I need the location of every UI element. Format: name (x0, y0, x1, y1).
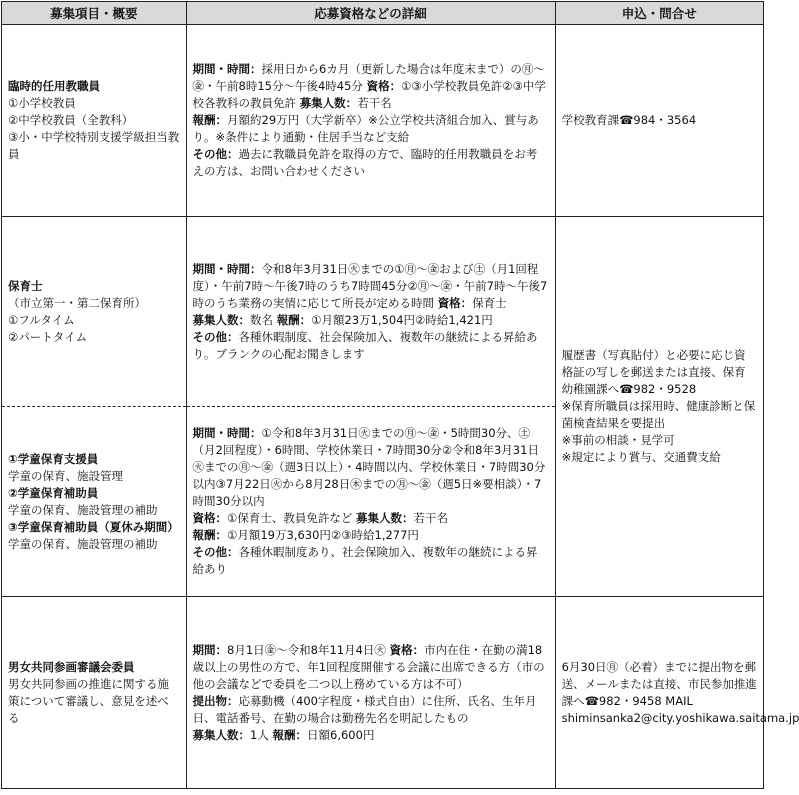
contact-text: 履歴書（写真貼付）と必要に応じ資格証の写しを郵送または直接、保育幼稚園課へ☎982・9528 (561, 348, 746, 396)
detail-label: 募集人数： (299, 96, 358, 110)
detail-label: 期間： (192, 642, 228, 657)
details-cell (186, 407, 555, 597)
item-sub: ③小・中学校特別支援学級担当教員 (8, 130, 180, 161)
item-title: ①学童保育支援員 (8, 451, 99, 466)
item-desc: 男女共同参画の推進に関する施策について審議し、意見を述べる (8, 676, 169, 725)
detail-text: 若干名 (357, 96, 392, 110)
detail-label: 資格： (389, 642, 425, 657)
detail-text: 市内在住・在勤の満18歳以上の男性の方で、年1回程度開催する会議に出席できる方（市の他の会議などで委員を二つ以上務めている方は不可） (192, 642, 545, 691)
contact-note: ※規定により賞与、交通費支給 (561, 450, 721, 464)
item-title: 男女共同参画審議会委員 (8, 659, 135, 674)
detail-text: 若干名 (413, 511, 448, 525)
item-desc: 学童の保育、施設管理 (8, 468, 123, 483)
detail-label: 期間・時間： (192, 426, 262, 440)
item-title: 臨時的任用教職員 (8, 79, 100, 93)
detail-text: 数名 (250, 312, 274, 327)
contact-cell (555, 597, 799, 789)
detail-text: 過去に教職員免許を取得の方で、臨時的任用教職員をお考えの方は、お問い合わせください (192, 147, 538, 178)
detail-text: ①保育士、教員免許など (227, 511, 353, 525)
header-item: 募集項目・概要 (2, 2, 187, 25)
detail-label: その他： (192, 545, 239, 559)
contact-note: ※事前の相談・見学可 (561, 433, 675, 447)
item-sub: ①フルタイム (8, 312, 75, 327)
item-title: ③学童保育補助員（夏休み期間） (8, 519, 179, 534)
detail-label: その他： (192, 329, 239, 344)
detail-text: 各種休暇制度、社会保険加入、複数年の継続による昇給あり。ブランクの心配お聞きします (192, 329, 538, 361)
detail-label: 報酬： (272, 727, 308, 742)
detail-label: 報酬： (192, 528, 228, 542)
detail-label: 募集人数： (356, 511, 414, 525)
table-header-row (2, 2, 764, 25)
detail-label: その他： (192, 147, 239, 161)
item-sub: ②中学校教員（全教科） (8, 113, 134, 127)
recruitment-table (1, 1, 799, 789)
item-cell (2, 217, 187, 407)
detail-label: 募集人数： (192, 312, 251, 327)
item-title: ②学童保育補助員 (8, 485, 99, 500)
details-cell (186, 217, 555, 407)
detail-label: 資格： (192, 511, 228, 525)
detail-text: ①令和8年3月31日㊋までの㊊〜㊎・5時間30分、㊏（月2回程度）・6時間、学校休業日・7時間30分②令和8年3月31日㊋までの㊊〜㊎（週3日以上）・4時間以内、学校休業日・7時間30分以内③7月22日㊋から8月28日㊍までの㊊〜㊎（週5日※要相談）・7時間30分以内 (192, 426, 546, 508)
detail-text: ①月額23万1,504円②時給1,421円 (311, 312, 493, 327)
detail-text: 保育士 (472, 295, 507, 310)
detail-label: 期間・時間： (192, 261, 262, 276)
detail-text: 1人 (250, 727, 269, 742)
detail-text: ①月額19万3,630円②③時給1,277円 (227, 528, 419, 542)
item-desc: 学童の保育、施設管理の補助 (8, 502, 158, 517)
detail-label: 期間・時間： (192, 62, 262, 76)
details-cell (186, 25, 555, 217)
table-row (2, 217, 764, 407)
detail-text: 日額6,600円 (307, 727, 375, 742)
contact-text: 学校教育課☎984・3564 (561, 113, 697, 127)
header-contact: 申込・問合せ (555, 2, 763, 25)
detail-label: 報酬： (276, 312, 312, 327)
details-cell (186, 597, 555, 789)
shared-contact-cell (555, 217, 763, 597)
table-row (2, 25, 764, 217)
detail-label: 資格： (366, 79, 402, 93)
contact-text: 6月30日㊊（必着）までに提出物を郵送、メールまたは直接、市民参加推進課へ☎982・9458 MAIL shiminsanka2@city.yoshikawa.saitama.jp (561, 659, 799, 725)
detail-text: ①③小学校教員免許②③中学校各教科の教員免許 (192, 79, 546, 110)
detail-label: 募集人数： (192, 727, 251, 742)
detail-text: 各種休暇制度あり、社会保険加入、複数年の継続による昇給あり (192, 545, 538, 576)
item-cell (2, 597, 187, 789)
detail-text: 採用日から6カ月（更新した場合は年度末まで）の㊊〜㊎・午前8時15分〜午後4時45分 (192, 62, 545, 93)
item-sub: （市立第一・第二保育所） (8, 295, 146, 310)
header-details: 応募資格などの詳細 (186, 2, 555, 25)
item-sub: ①小学校教員 (8, 96, 76, 110)
detail-text: 8月1日㊎〜令和8年11月4日㊋ (227, 642, 386, 657)
detail-label: 提出物： (192, 693, 239, 708)
detail-text: 令和8年3月31日㊋までの①㊊〜㊎および㊏（月1回程度）・午前7時〜午後7時のうち7時間45分②㊊〜㊎・午前7時〜午後7時のうち業務の実情に応じて所長が定める時間 (192, 261, 548, 310)
item-desc: 学童の保育、施設管理の補助 (8, 536, 158, 551)
item-cell (2, 407, 187, 597)
detail-text: 月額約29万円（大学新卒）※公立学校共済組合加入、賞与あり。※条件により通勤・住居手当など支給 (192, 113, 539, 144)
detail-label: 資格： (437, 295, 473, 310)
detail-text: 応募動機（400字程度・様式自由）に住所、氏名、生年月日、電話番号、在勤の場合は勤務先名を明記したもの (192, 693, 537, 725)
item-cell (2, 25, 187, 217)
contact-note: ※保育所職員は採用時、健康診断と保菌検査結果を要提出 (561, 399, 756, 430)
table-row (2, 597, 764, 789)
item-sub: ②パートタイム (8, 329, 88, 344)
detail-label: 報酬： (192, 113, 228, 127)
contact-cell (555, 25, 763, 217)
item-title: 保育士 (8, 278, 43, 293)
